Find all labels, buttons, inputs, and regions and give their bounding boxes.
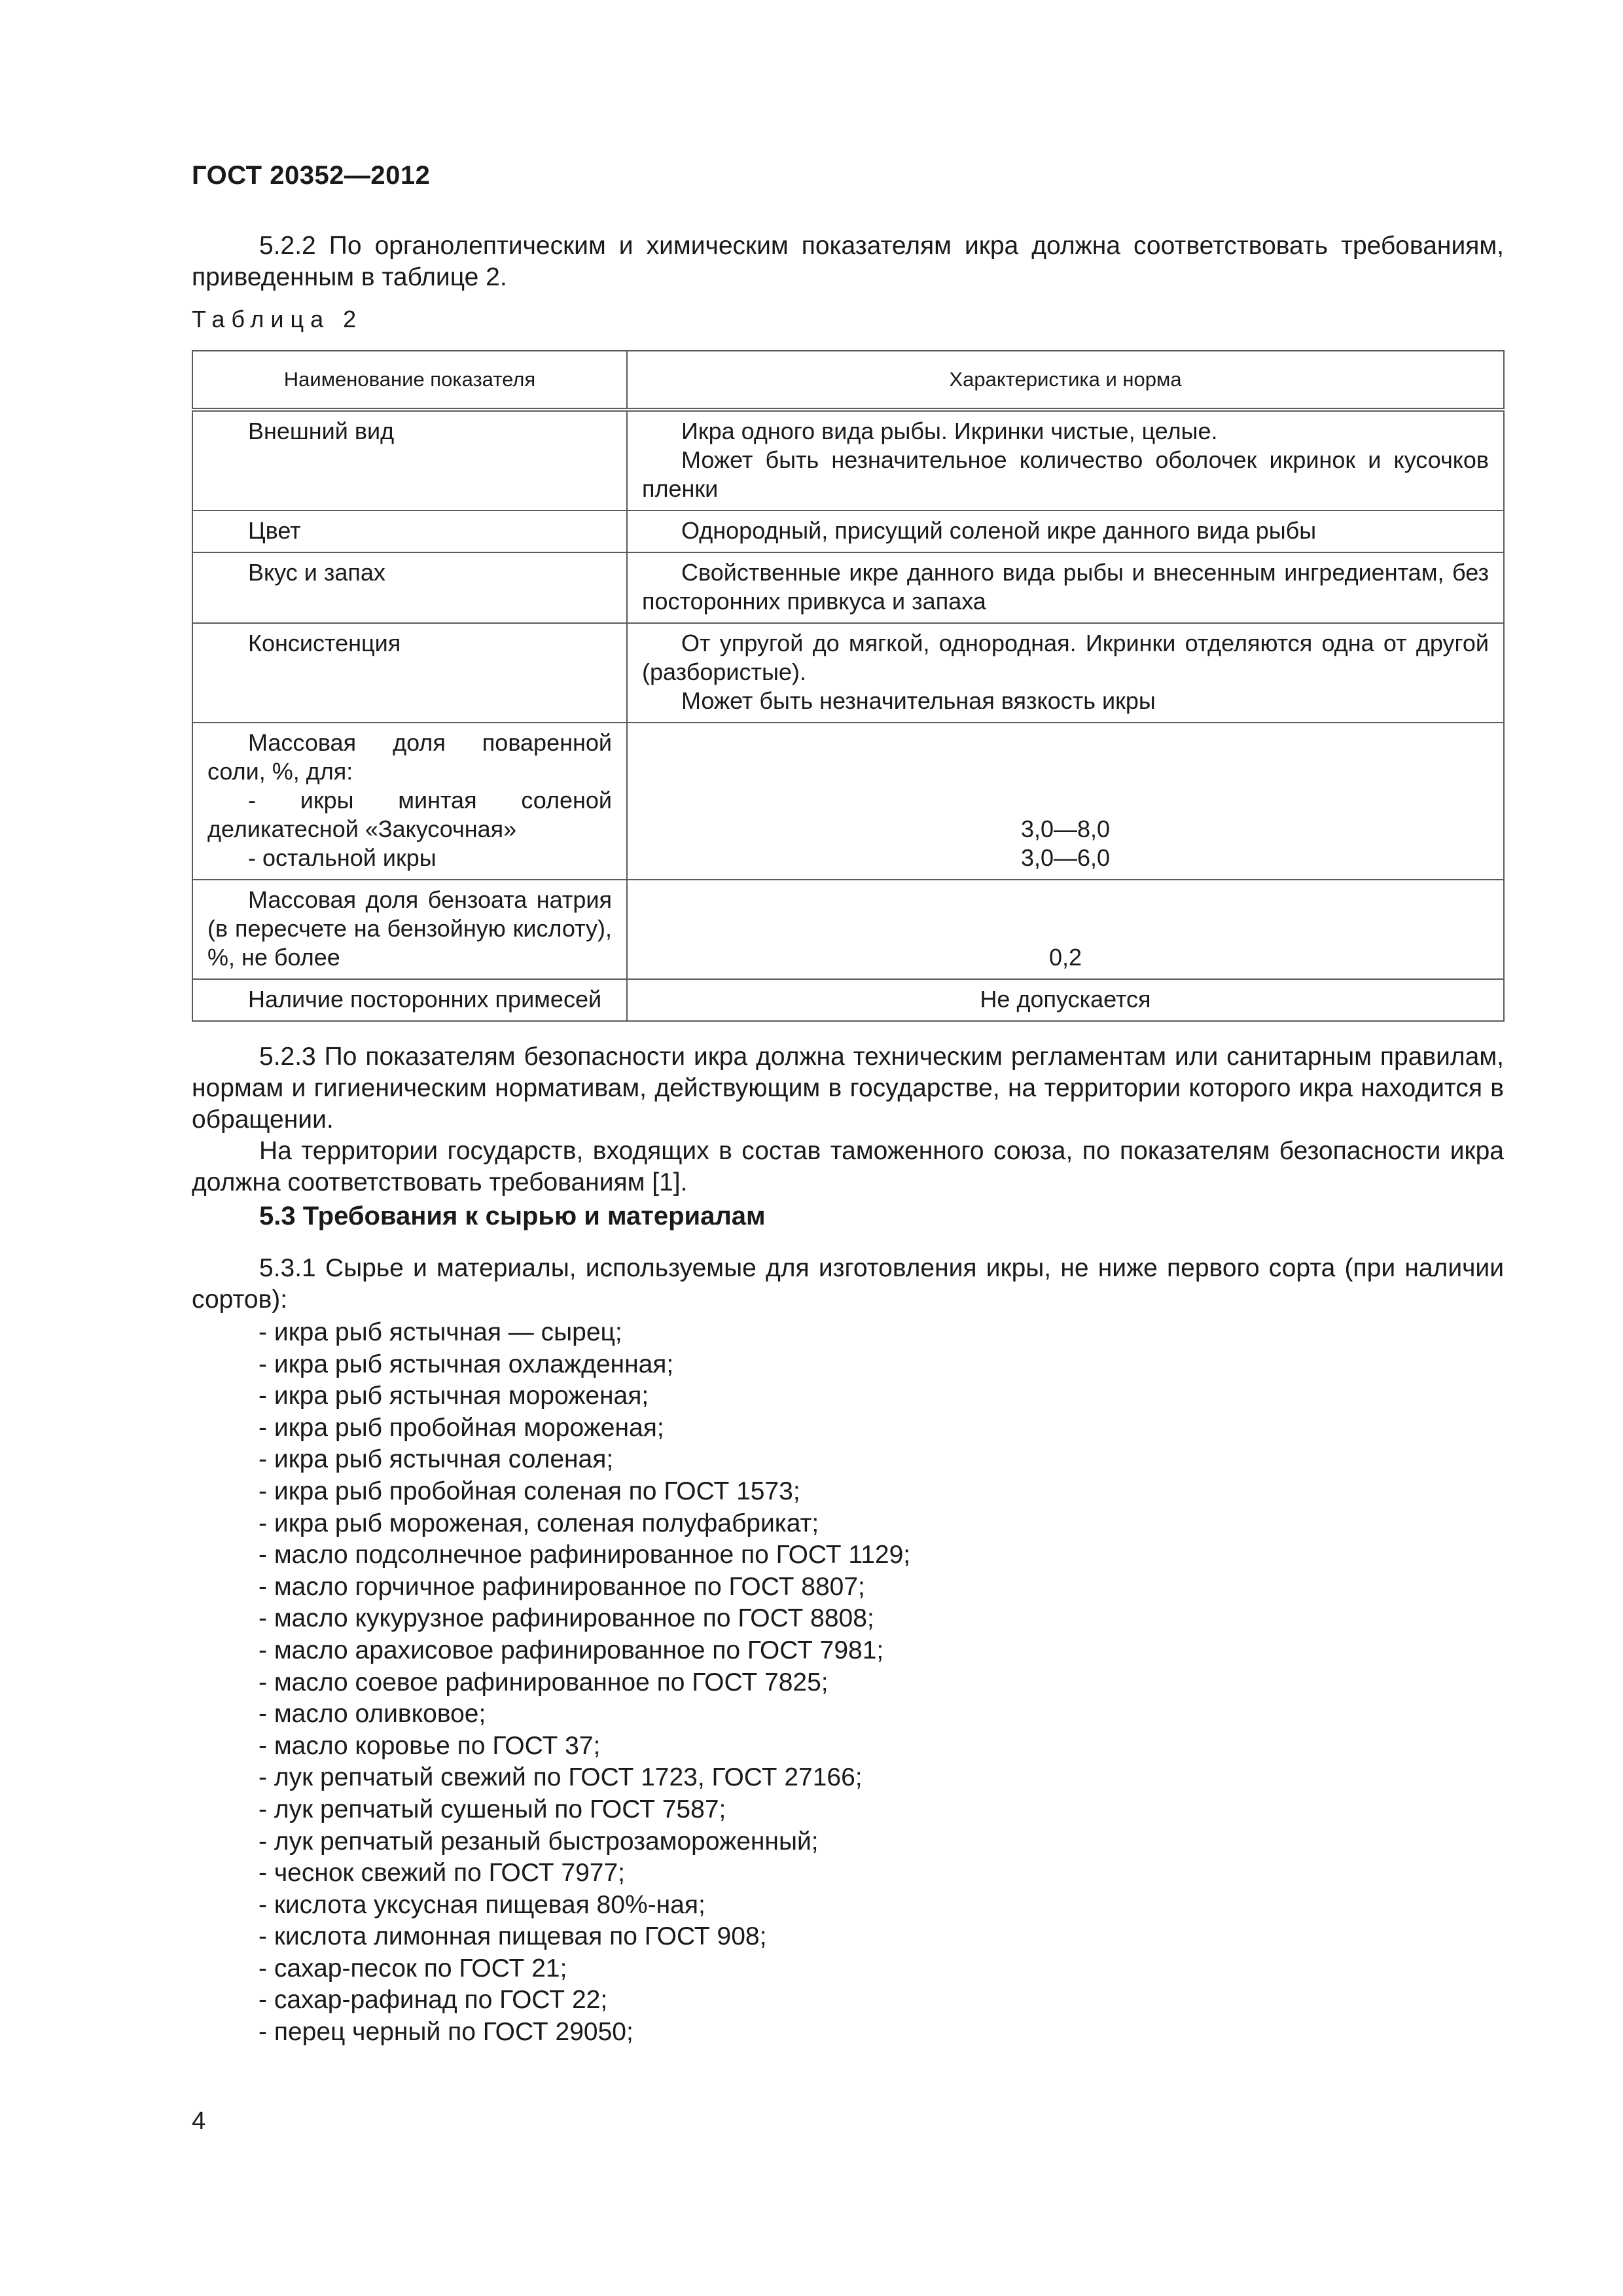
paragraph-5-2-3: 5.2.3 По показателям безопасности икра должна техническим регламентам или санитарным правилам, нормам и гигиеническим нормативам, действующим в государстве, на территории которого икра находится в обращении. (192, 1043, 1504, 1134)
list-item: - икра рыб ястычная охлажденная; (259, 1350, 674, 1378)
paragraph-customs-union: На территории государств, входящих в состав таможенного союза, по показателям безопасности икра должна соответствовать требованиям [1]. (192, 1137, 1504, 1196)
row-name-cell (192, 410, 627, 511)
row-name-cell (192, 723, 627, 880)
list-item: - икра рыб пробойная мороженая; (259, 1413, 664, 1442)
row-subitem: - остальной икры (248, 844, 437, 871)
row-value: Свойственные икре данного вида рыбы и внесенным ингредиентам, без посторонних привкуса и запаха (642, 559, 1489, 615)
row-value: 0,2 (1048, 944, 1082, 971)
table-header-row (192, 351, 1504, 410)
row-value-cell (627, 552, 1504, 623)
row-value-cell (627, 979, 1504, 1021)
document-header: ГОСТ 20352—2012 (192, 161, 431, 190)
list-item: - икра рыб мороженая, соленая полуфабрикат; (259, 1509, 819, 1537)
table-row (192, 723, 1504, 880)
list-item: - икра рыб ястычная соленая; (259, 1445, 614, 1474)
row-name: Вкус и запах (248, 559, 385, 586)
list-item: - сахар-песок по ГОСТ 21; (259, 1954, 567, 1982)
list-item: - масло соевое рафинированное по ГОСТ 7825; (259, 1668, 829, 1696)
row-value-cell (627, 410, 1504, 511)
list-item: - масло арахисовое рафинированное по ГОСТ 7981; (259, 1636, 884, 1664)
materials-list (259, 1317, 910, 2049)
row-value: Икра одного вида рыбы. Икринки чистые, целые. (681, 418, 1218, 444)
list-item: - кислота уксусная пищевая 80%-ная; (259, 1890, 705, 1919)
row-subitem: - икры минтая соленой деликатесной «Закусочная» (207, 787, 612, 842)
row-value: Не допускается (980, 986, 1151, 1013)
list-item: - лук репчатый сушеный по ГОСТ 7587; (259, 1795, 726, 1823)
row-value: 3,0—8,0 (1020, 816, 1111, 842)
row-value: Однородный, присущий соленой икре данного вида рыбы (681, 517, 1317, 544)
list-item: - икра рыб ястычная — сырец; (259, 1318, 622, 1346)
list-item: - лук репчатый свежий по ГОСТ 1723, ГОСТ 27166; (259, 1763, 863, 1792)
row-name: Наличие посторонних примесей (248, 986, 602, 1013)
table-row (192, 623, 1504, 723)
row-name: Консистенция (248, 630, 401, 656)
table-row (192, 410, 1504, 511)
row-name-cell (192, 511, 627, 552)
row-name: Массовая доля бензоата натрия (в пересчете на бензойную кислоту), %, не более (207, 886, 612, 971)
row-name-cell (192, 979, 627, 1021)
row-name: Внешний вид (248, 418, 395, 444)
row-name-cell (192, 623, 627, 723)
row-value-cell (627, 623, 1504, 723)
paragraph-5-2-2: 5.2.2 По органолептическим и химическим показателям икра должна соответствовать требованиям, приведенным в таблице 2. (192, 232, 1504, 291)
list-item: - чеснок свежий по ГОСТ 7977; (259, 1859, 626, 1888)
table-row (192, 552, 1504, 623)
list-item: - сахар-рафинад по ГОСТ 22; (259, 1986, 608, 2015)
column-header-name: Наименование показателя (192, 351, 627, 410)
row-name: Цвет (248, 517, 301, 544)
section-heading-5-3: 5.3 Требования к сырью и материалам (259, 1202, 766, 1230)
row-name: Массовая доля поваренной соли, %, для: (207, 729, 612, 785)
list-item: - кислота лимонная пищевая по ГОСТ 908; (259, 1922, 767, 1951)
list-item: - масло коровье по ГОСТ 37; (259, 1731, 601, 1760)
row-value: От упругой до мягкой, однородная. Икринки отделяются одна от другой (разбористые). (642, 630, 1489, 685)
table-row (192, 979, 1504, 1021)
list-item: - масло горчичное рафинированное по ГОСТ 8807; (259, 1572, 865, 1601)
table-2 (192, 350, 1505, 1022)
table-row (192, 511, 1504, 552)
list-item: - перец черный по ГОСТ 29050; (259, 2018, 633, 2047)
row-value: Может быть незначительная вязкость икры (681, 687, 1156, 714)
list-item: - масло кукурузное рафинированное по ГОСТ 8808; (259, 1604, 874, 1633)
list-item: - икра рыб ястычная мороженая; (259, 1382, 649, 1410)
list-item: - лук репчатый резаный быстрозамороженный; (259, 1827, 819, 1856)
table-row (192, 880, 1504, 979)
row-value: Может быть незначительное количество оболочек икринок и кусочков пленки (642, 446, 1489, 502)
row-name-cell (192, 552, 627, 623)
list-item: - икра рыб пробойная соленая по ГОСТ 1573; (259, 1477, 800, 1505)
row-value-cell (627, 511, 1504, 552)
list-item: - масло оливковое; (259, 1700, 486, 1729)
column-header-value: Характеристика и норма (627, 351, 1504, 410)
table-caption: Таблица 2 (192, 306, 363, 332)
row-value-cell (627, 723, 1504, 880)
paragraph-5-3-1: 5.3.1 Сырье и материалы, используемые для изготовления икры, не ниже первого сорта (при наличии сортов): (192, 1254, 1504, 1314)
row-value: 3,0—6,0 (1020, 844, 1111, 871)
page-number: 4 (192, 2108, 206, 2135)
row-value-cell (627, 880, 1504, 979)
row-name-cell (192, 880, 627, 979)
list-item: - масло подсолнечное рафинированное по ГОСТ 1129; (259, 1541, 911, 1570)
